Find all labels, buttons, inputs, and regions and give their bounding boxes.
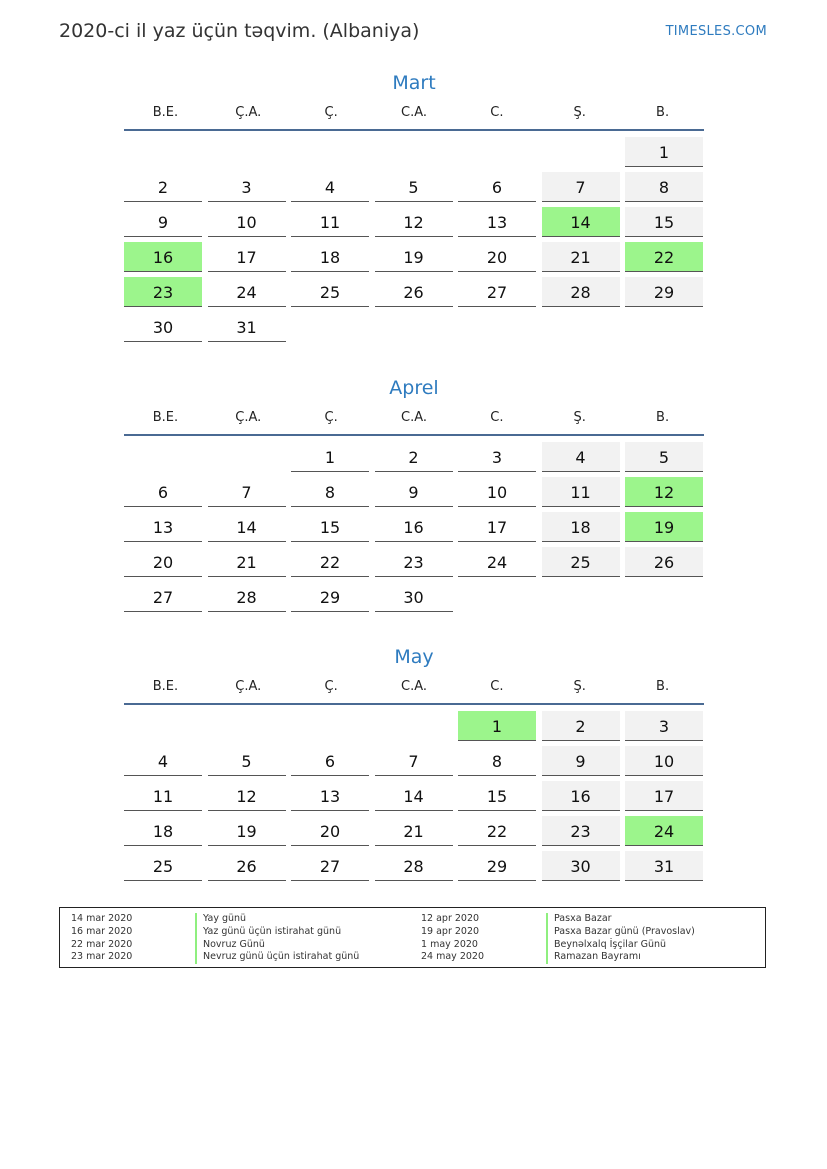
weekday-label: C. <box>490 679 504 694</box>
holiday-day-cell: 14 <box>542 207 620 237</box>
empty-cell <box>124 442 202 472</box>
day-cell: 14 <box>208 512 286 542</box>
holiday-day-cell: 22 <box>625 242 703 272</box>
day-cell: 7 <box>208 477 286 507</box>
day-cell: 27 <box>291 851 369 881</box>
day-cell: 17 <box>458 512 536 542</box>
day-cell: 15 <box>458 781 536 811</box>
day-cell: 10 <box>208 207 286 237</box>
day-cell: 4 <box>542 442 620 472</box>
day-cell: 12 <box>375 207 453 237</box>
empty-cell <box>291 137 369 167</box>
month-may <box>124 643 704 881</box>
day-cell: 21 <box>375 816 453 846</box>
day-cell: 1 <box>291 442 369 472</box>
day-grid <box>124 137 704 342</box>
legend-date: 23 mar 2020 <box>71 951 133 963</box>
day-cell: 24 <box>208 277 286 307</box>
day-cell: 5 <box>375 172 453 202</box>
day-cell: 6 <box>458 172 536 202</box>
day-cell: 11 <box>124 781 202 811</box>
weekday-label: Ç. <box>324 679 338 694</box>
day-cell: 27 <box>124 582 202 612</box>
day-cell: 3 <box>208 172 286 202</box>
day-cell: 23 <box>542 816 620 846</box>
legend-date: 24 may 2020 <box>421 951 485 963</box>
weekday-label: B.E. <box>152 105 179 120</box>
day-cell: 26 <box>625 547 703 577</box>
day-cell: 17 <box>625 781 703 811</box>
legend-holiday-name: Pasxa Bazar günü (Pravoslav) <box>546 926 695 939</box>
day-cell: 25 <box>542 547 620 577</box>
weekday-label: Ş. <box>573 679 586 694</box>
weekday-label: C. <box>490 410 504 425</box>
day-cell: 7 <box>375 746 453 776</box>
day-cell: 13 <box>124 512 202 542</box>
month-march <box>124 69 704 342</box>
weekday-label: C.A. <box>401 105 428 120</box>
month-april <box>124 374 704 612</box>
day-cell: 28 <box>542 277 620 307</box>
day-cell: 11 <box>542 477 620 507</box>
holiday-day-cell: 19 <box>625 512 703 542</box>
day-cell: 21 <box>208 547 286 577</box>
weekday-label: Ç. <box>324 410 338 425</box>
weekday-label: C.A. <box>401 679 428 694</box>
weekday-label: Ç.A. <box>235 105 262 120</box>
day-cell: 5 <box>208 746 286 776</box>
day-cell: 19 <box>208 816 286 846</box>
empty-cell <box>208 442 286 472</box>
weekday-header <box>124 410 704 436</box>
holiday-day-cell: 12 <box>625 477 703 507</box>
day-cell: 16 <box>375 512 453 542</box>
day-cell: 6 <box>124 477 202 507</box>
day-cell: 20 <box>458 242 536 272</box>
weekday-label: B. <box>656 105 670 120</box>
holiday-day-cell: 1 <box>458 711 536 741</box>
empty-cell <box>375 711 453 741</box>
legend-holiday-name: Yaz günü üçün istirahat günü <box>195 926 359 939</box>
page-title: 2020-ci il yaz üçün təqvim. (Albaniya) <box>59 20 420 42</box>
day-cell: 8 <box>291 477 369 507</box>
day-cell: 21 <box>542 242 620 272</box>
weekday-label: B.E. <box>152 679 179 694</box>
day-cell: 30 <box>542 851 620 881</box>
legend-names-left <box>195 913 359 964</box>
day-cell: 15 <box>625 207 703 237</box>
day-cell: 2 <box>124 172 202 202</box>
empty-cell <box>542 137 620 167</box>
holiday-day-cell: 23 <box>124 277 202 307</box>
legend-names-right <box>546 913 695 964</box>
weekday-label: B. <box>656 679 670 694</box>
day-cell: 29 <box>291 582 369 612</box>
brand-link[interactable]: TIMESLES.COM <box>665 24 767 39</box>
empty-cell <box>208 137 286 167</box>
legend-dates-left <box>71 913 132 964</box>
legend-date: 22 mar 2020 <box>71 938 133 950</box>
day-cell: 25 <box>291 277 369 307</box>
legend-holiday-name: Novruz Günü <box>195 939 359 952</box>
day-cell: 1 <box>625 137 703 167</box>
day-cell: 28 <box>208 582 286 612</box>
weekday-label: Ş. <box>573 105 586 120</box>
day-cell: 18 <box>124 816 202 846</box>
day-cell: 23 <box>375 547 453 577</box>
day-cell: 7 <box>542 172 620 202</box>
weekday-label: Ç.A. <box>235 410 262 425</box>
day-cell: 24 <box>458 547 536 577</box>
empty-cell <box>208 711 286 741</box>
day-cell: 13 <box>291 781 369 811</box>
day-cell: 20 <box>124 547 202 577</box>
day-cell: 5 <box>625 442 703 472</box>
holiday-legend <box>59 907 766 968</box>
day-cell: 30 <box>375 582 453 612</box>
weekday-label: B. <box>656 410 670 425</box>
day-cell: 8 <box>458 746 536 776</box>
day-cell: 9 <box>542 746 620 776</box>
day-grid <box>124 442 704 612</box>
weekday-label: Ş. <box>573 410 586 425</box>
weekday-label: Ç. <box>324 105 338 120</box>
day-cell: 11 <box>291 207 369 237</box>
legend-date: 1 may 2020 <box>421 938 478 950</box>
day-cell: 12 <box>208 781 286 811</box>
day-cell: 8 <box>625 172 703 202</box>
legend-date: 16 mar 2020 <box>71 925 133 937</box>
day-cell: 27 <box>458 277 536 307</box>
day-cell: 4 <box>124 746 202 776</box>
day-cell: 20 <box>291 816 369 846</box>
day-cell: 3 <box>625 711 703 741</box>
day-cell: 2 <box>542 711 620 741</box>
month-title: Aprel <box>389 377 439 399</box>
day-cell: 26 <box>375 277 453 307</box>
month-title: May <box>394 646 434 668</box>
day-cell: 4 <box>291 172 369 202</box>
day-grid <box>124 711 704 881</box>
weekday-header <box>124 679 704 705</box>
day-cell: 22 <box>458 816 536 846</box>
legend-holiday-name: Yay günü <box>195 913 359 926</box>
day-cell: 25 <box>124 851 202 881</box>
empty-cell <box>291 711 369 741</box>
day-cell: 2 <box>375 442 453 472</box>
holiday-day-cell: 16 <box>124 242 202 272</box>
day-cell: 31 <box>625 851 703 881</box>
empty-cell <box>124 711 202 741</box>
empty-cell <box>375 137 453 167</box>
legend-dates-right <box>421 913 484 964</box>
day-cell: 13 <box>458 207 536 237</box>
day-cell: 6 <box>291 746 369 776</box>
legend-date: 12 apr 2020 <box>421 913 480 924</box>
day-cell: 22 <box>291 547 369 577</box>
day-cell: 18 <box>291 242 369 272</box>
weekday-label: B.E. <box>152 410 179 425</box>
day-cell: 30 <box>124 312 202 342</box>
month-title: Mart <box>392 72 436 94</box>
day-cell: 28 <box>375 851 453 881</box>
day-cell: 31 <box>208 312 286 342</box>
legend-date: 14 mar 2020 <box>71 913 133 924</box>
weekday-label: Ç.A. <box>235 679 262 694</box>
legend-holiday-name: Ramazan Bayramı <box>546 951 695 964</box>
legend-holiday-name: Nevruz günü üçün istirahat günü <box>195 951 359 964</box>
holiday-day-cell: 24 <box>625 816 703 846</box>
legend-date: 19 apr 2020 <box>421 925 480 937</box>
day-cell: 9 <box>124 207 202 237</box>
legend-holiday-name: Pasxa Bazar <box>546 913 695 926</box>
day-cell: 10 <box>458 477 536 507</box>
empty-cell <box>458 137 536 167</box>
day-cell: 19 <box>375 242 453 272</box>
day-cell: 10 <box>625 746 703 776</box>
weekday-header <box>124 105 704 131</box>
day-cell: 29 <box>458 851 536 881</box>
day-cell: 18 <box>542 512 620 542</box>
weekday-label: C. <box>490 105 504 120</box>
weekday-label: C.A. <box>401 410 428 425</box>
day-cell: 3 <box>458 442 536 472</box>
day-cell: 14 <box>375 781 453 811</box>
legend-holiday-name: Beynəlxalq İşçilar Günü <box>546 939 695 952</box>
day-cell: 9 <box>375 477 453 507</box>
day-cell: 15 <box>291 512 369 542</box>
day-cell: 16 <box>542 781 620 811</box>
day-cell: 17 <box>208 242 286 272</box>
day-cell: 29 <box>625 277 703 307</box>
empty-cell <box>124 137 202 167</box>
day-cell: 26 <box>208 851 286 881</box>
